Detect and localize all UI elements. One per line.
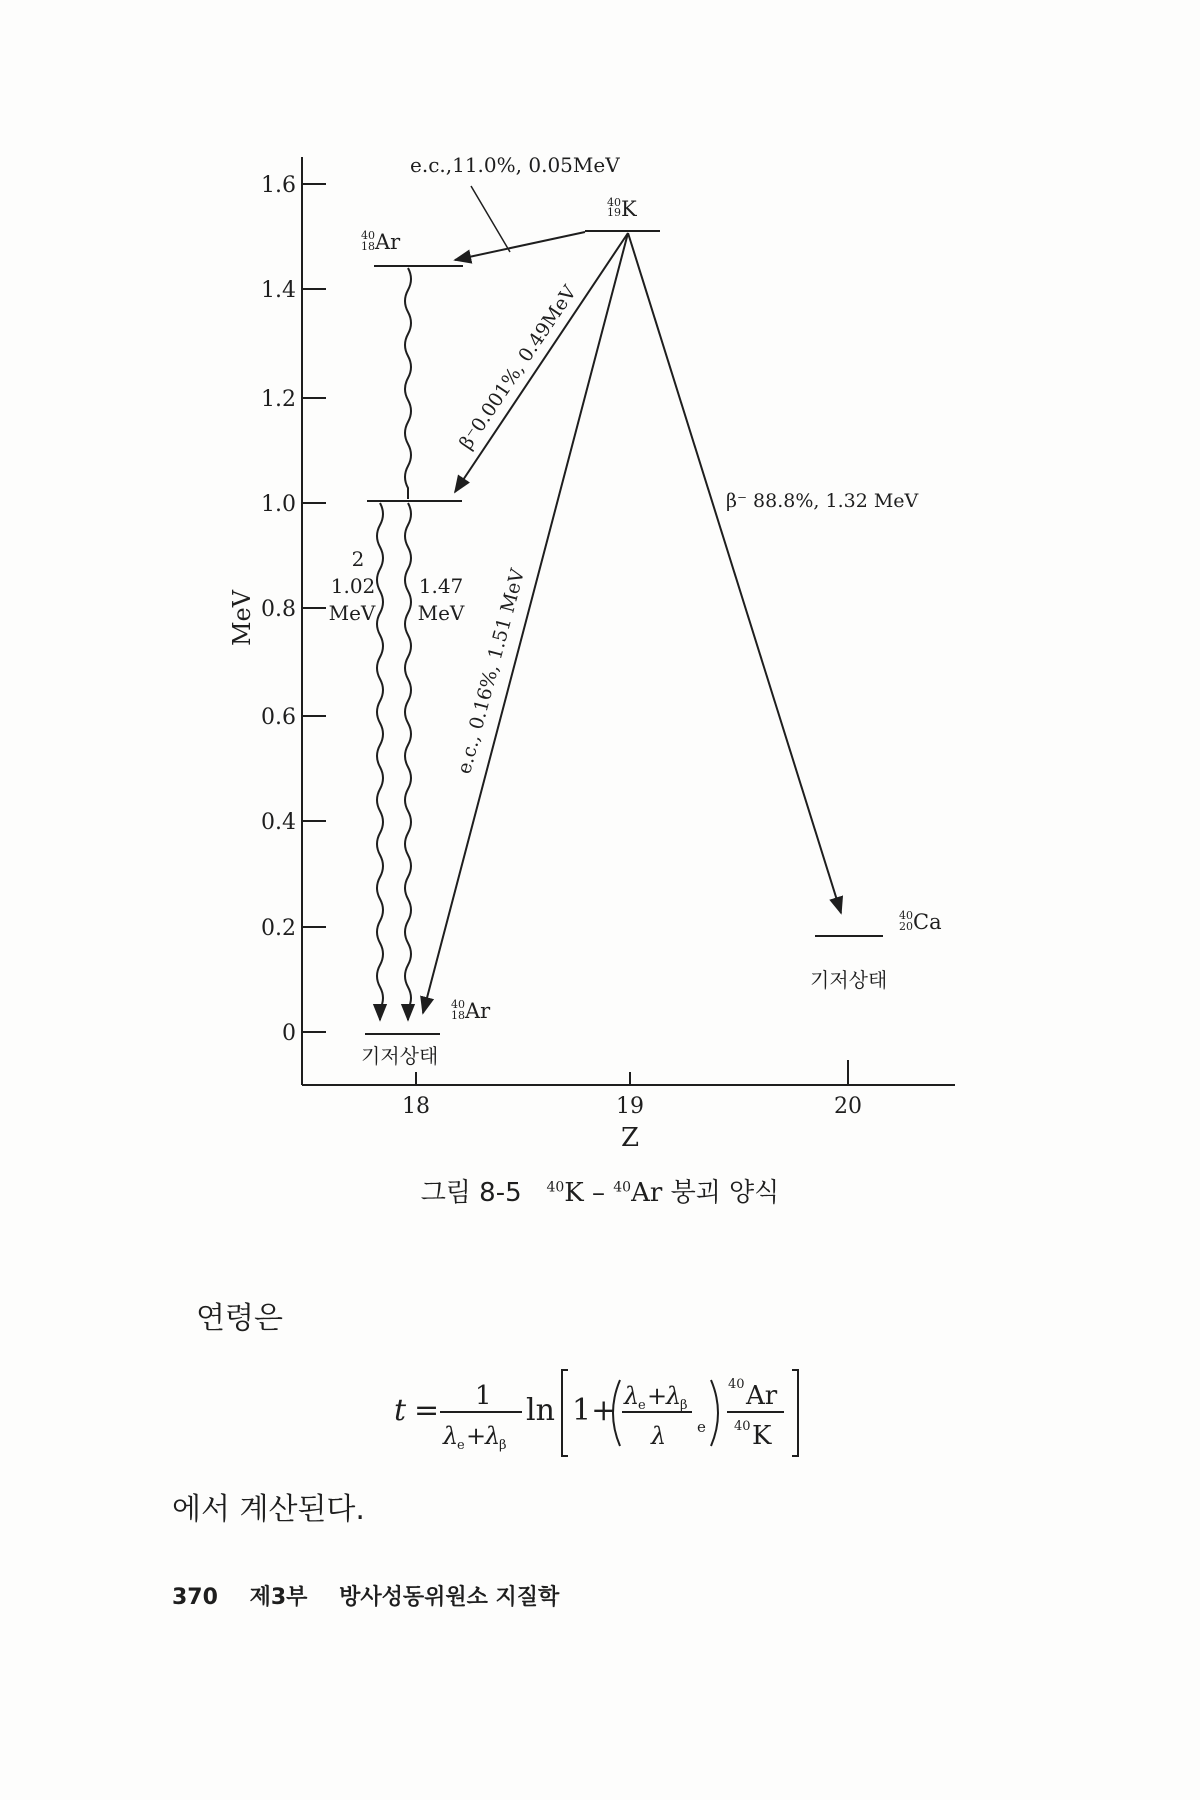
y-tick-label: 1.0 xyxy=(261,492,296,517)
svg-text:19: 19 xyxy=(607,206,621,219)
ca40-ground-state-label: 기저상태 xyxy=(810,968,888,992)
ca40-label xyxy=(899,909,942,934)
ec-11-arrow xyxy=(455,232,585,260)
svg-text:40: 40 xyxy=(899,909,913,922)
svg-text:e: e xyxy=(457,1438,465,1453)
svg-text:K: K xyxy=(752,1421,772,1451)
svg-text:1+: 1+ xyxy=(572,1393,617,1428)
svg-text:Ar: Ar xyxy=(465,999,491,1023)
gamma-right-unit: MeV xyxy=(417,601,465,625)
svg-text:40: 40 xyxy=(607,196,621,209)
svg-text:λ: λ xyxy=(485,1422,501,1450)
svg-text:λ: λ xyxy=(624,1382,640,1410)
svg-text:β: β xyxy=(499,1438,507,1453)
y-tick-label: 1.6 xyxy=(261,173,296,198)
part-label: 제3부 xyxy=(249,1585,308,1610)
gamma-1.46-to-1.0 xyxy=(405,268,411,499)
page-number: 370 xyxy=(172,1585,218,1610)
x-tick-label: 19 xyxy=(616,1094,644,1119)
svg-text:λ: λ xyxy=(666,1382,682,1410)
caption-prefix: 그림 8-5 xyxy=(420,1178,522,1208)
ar40-ground-label xyxy=(451,998,491,1023)
ar40-excited-label xyxy=(361,229,401,254)
svg-text:Ar: Ar xyxy=(746,1381,778,1411)
svg-text:40: 40 xyxy=(451,998,465,1011)
svg-text:40: 40 xyxy=(728,1377,745,1392)
svg-text:20: 20 xyxy=(899,920,913,933)
y-tick-label: 0.8 xyxy=(261,597,296,622)
gamma-right-energy: 1.47 xyxy=(418,574,464,598)
ar40-ground-state-label: 기저상태 xyxy=(361,1044,439,1068)
y-tick-label: 1.2 xyxy=(261,387,296,412)
beta-minus-label: β⁻ 88.8%, 1.32 MeV xyxy=(726,490,919,512)
ec-11-label: e.c.,11.0%, 0.05MeV xyxy=(410,153,620,177)
svg-text:K: K xyxy=(621,197,637,221)
gamma-left-count: 2 xyxy=(351,547,365,571)
svg-text:+: + xyxy=(647,1382,668,1410)
k40-label xyxy=(607,196,637,221)
svg-text:t: t xyxy=(394,1393,407,1428)
age-equation xyxy=(0,1360,1200,1470)
page-footer xyxy=(172,1580,583,1611)
svg-text:λ: λ xyxy=(651,1422,667,1450)
ec-11-leader xyxy=(471,186,510,252)
ec-ground-label: e.c., 0.16%, 1.51 MeV xyxy=(453,566,530,777)
x-tick-label: 20 xyxy=(834,1094,862,1119)
beta-plus-label: β⁻0.001%, 0.49MeV xyxy=(455,281,581,454)
svg-text:+: + xyxy=(466,1422,487,1450)
y-tick-label: 0.2 xyxy=(261,916,296,941)
paragraph-intro: 연령은 xyxy=(196,1301,283,1336)
paragraph-after: 에서 계산된다. xyxy=(172,1492,365,1527)
svg-text:Ca: Ca xyxy=(913,910,942,934)
y-tick-label: 0 xyxy=(282,1021,296,1046)
x-axis-label: Z xyxy=(620,1123,640,1153)
figure-caption xyxy=(0,1172,1200,1209)
beta-plus-arrow xyxy=(455,233,628,492)
section-title: 방사성동위원소 지질학 xyxy=(339,1585,560,1610)
caption-ar40: $^{40}$Ar xyxy=(613,1178,663,1208)
svg-text:40: 40 xyxy=(734,1419,751,1434)
y-tick-label: 1.4 xyxy=(261,278,296,303)
x-tick-label: 18 xyxy=(402,1094,430,1119)
caption-suffix: 붕괴 양식 xyxy=(670,1178,780,1208)
y-tick-label: 0.4 xyxy=(261,810,296,835)
gamma-1.02-wavy xyxy=(377,503,383,1020)
y-ticks xyxy=(302,184,326,1032)
svg-text:λ: λ xyxy=(443,1422,459,1450)
y-axis-label: MeV xyxy=(228,589,256,647)
svg-text:=: = xyxy=(414,1393,440,1428)
caption-dash: – xyxy=(583,1178,614,1208)
caption-k40: $^{40}$K xyxy=(546,1178,584,1208)
beta-minus-arrow xyxy=(628,233,841,913)
svg-text:18: 18 xyxy=(361,240,375,253)
svg-text:β: β xyxy=(680,1398,688,1413)
svg-text:Ar: Ar xyxy=(375,230,401,254)
svg-text:18: 18 xyxy=(451,1009,465,1022)
gamma-left-unit: MeV xyxy=(328,601,376,625)
svg-text:e: e xyxy=(638,1398,646,1413)
svg-text:ln: ln xyxy=(526,1393,555,1428)
gamma-left-energy: 1.02 xyxy=(330,574,376,598)
svg-text:40: 40 xyxy=(361,229,375,242)
x-ticks xyxy=(416,1060,848,1085)
y-tick-label: 0.6 xyxy=(261,705,296,730)
gamma-1.47-wavy xyxy=(405,503,411,1020)
svg-text:1: 1 xyxy=(475,1381,492,1411)
svg-text:e: e xyxy=(697,1418,706,1436)
